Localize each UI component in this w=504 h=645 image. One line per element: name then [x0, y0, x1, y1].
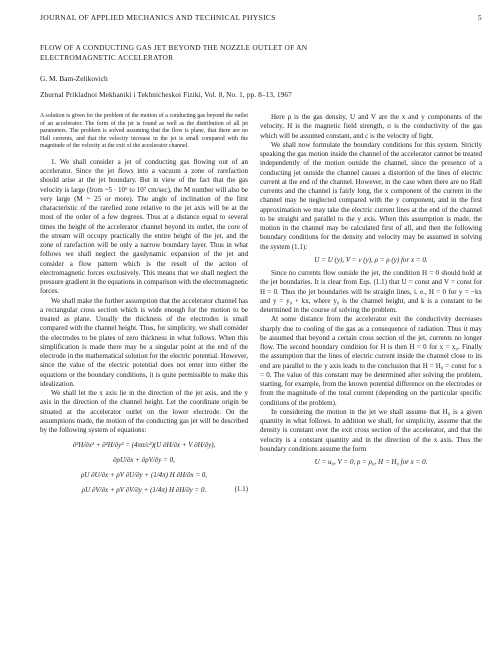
paragraph: Here ρ is the gas density, U and V are the x and y components of the velocity, H is the magnetic field strength, σ is the conductivity of the gas which will be assumed constant, and c is the velocity of light.	[260, 113, 482, 140]
equation: ∂²H/∂x² + ∂²H/∂y² = (4πσ/c²)(U ∂H/∂x + V ∂H/∂y),	[72, 441, 216, 450]
left-column	[40, 113, 248, 498]
equation: ρU ∂U/∂x + ρV ∂U/∂y + (1/4π) H ∂H/∂x = 0,	[80, 471, 208, 480]
equation: U = u₀, V = 0, ρ = ρ₀, H = H₀ for x = 0.	[314, 458, 428, 466]
article-author: G. M. Bam-Zelikovich	[40, 74, 108, 83]
paragraph: 1. We shall consider a jet of conducting gas flowing out of an accelerator. Since the jet flows into a vacuum a zone of rarefaction should arise at the jet boundary. But in view of the fact that the gas velocity is large (from ~5 · 10⁶ to 10⁷ cm/sec), the M number will also be very large (M ~ 25 or more). The angle of inclination of the first characteristic of the rarefied zone relative to the jet axis will be at the most of the order of a few degrees. Thus at a distance equal to several times the height of the accelerator channel beyond its outlet, the core of the stream will occupy practically the entire height of the jet, and the zone of rarefaction will be only a narrow boundary layer. Thus in what follows we shall neglect the gasdynamic expansion of the jet and consider a flow pattern which is the result of the action of electromagnetic forces exclusively. This means that we shall neglect the pressure gradient in the equations in comparison with the electromagnetic forces.	[40, 157, 249, 296]
paragraph: We shall let the x axis lie in the direction of the jet axis, and the y axis in the direction of the channel height. Let the coordinate origin be situated at the accelerator outlet on the lower electrode. On the assumptions made, the motion of the conducting gas jet will be described by the following system of equations:	[40, 389, 248, 435]
article-source: Zhurnal Prikladnoi Mekhaniki i Tekhnicheskoi Fiziki, Vol. 8, No. 1, pp. 8–13, 1967	[40, 90, 292, 99]
paragraph: We shall now formulate the boundary conditions for this system. Strictly speaking the gas motion inside the channel of the accelerator cannot be treated independently of the motion outside the channel, since the presence of a conducting jet outside the channel causes a distortion of the lines of electric current at the end of the channel. However, in the case when there are no Hall currents and the channel is fairly long, the x component of the current in the channel may be neglected compared with the y component, and in the first approximation we may take the electric current lines at the end of the channel to be straight and parallel to the y axis. When this assumption is made, the motion in the channel may be calculated first of all, and then the following boundary conditions for the density and velocity may be assumed in solving the system (1.1):	[260, 140, 482, 251]
page-number: 5	[477, 13, 482, 22]
abstract: A solution is given for the problem of the motion of a conducting gas beyond the outlet of an accelerator. The form of the jet is found as well as the distribution of all jet parameters. The problem is solved assuming that the flow is plane, that there are no Hall currents, and that the velocity increase in the jet is small compared with the magnitude of the velocity at the exit of the accelerator channel.	[40, 113, 248, 150]
article-title: FLOW OF A CONDUCTING GAS JET BEYOND THE NOZZLE OUTLET OF AN ELECTROMAGNETIC ACCELERATOR	[40, 43, 308, 62]
paragraph: In considering the motion in the jet we shall assume that H₀ is a given quantity in what follows. In addition we shall, for simplicity, assume that the density is constant over the exit cross section of the accelerator, and that the velocity is a constant quantity and in the direction of the x axis. Thus the boundary conditions assume the form	[260, 407, 482, 453]
paragraph: We shall make the further assumption that the accelerator channel has a rectangular cross section which is wide enough for the motion to be treated as plane. Usually the thickness of the electrodes is small compared with the channel height. Thus, for simplicity, we shall consider the electrodes to be plates of zero thickness in what follows. When this simplification is made there may be a singular point at the end of the electrode in the mathematical solution for the electric potential. However, since the value of the electric potential does not enter into either the equations or the boundary conditions, it is quite permissible to make this idealization.	[40, 296, 248, 388]
paragraph: At some distance from the accelerator exit the conductivity decreases sharply due to cooling of the gas as a consequence of radiation. Thus it may be assumed that beyond a certain cross section of the jet, currents no longer flow. The second boundary condition for H is then H = 0 for x = x₀. Finally the assumption that the lines of electric current inside the channel close to its end are parallel to the y axis leads to the conclusion that H = H₀ = const for x = 0. The value of this constant may be determined after solving the problem, starting, for example, from the known potential difference on the electrodes or from the magnitude of the total current (depending on the particular specific conditions of the problem).	[260, 315, 482, 407]
right-column	[260, 113, 482, 471]
equation: U = U (y), V = v (y), ρ = ρ (y) for x = 0.	[314, 255, 428, 264]
journal-name: JOURNAL OF APPLIED MECHANICS AND TECHNICAL PHYSICS	[40, 13, 276, 22]
running-header	[40, 13, 482, 25]
paragraph: Since no currents flow outside the jet, the condition H = 0 should hold at the jet boundaries. It is clear from Eqs. (1.1) that U = const and V = const for H = 0. Thus the jet boundaries will be straight lines, i. e., H = 0 for y = −kx and y = y₀ + kx, where y₀ is the channel height, and k is a constant to be determined in the course of solving the problem.	[260, 269, 482, 314]
equation: ρU ∂V/∂x + ρV ∂V/∂y + (1/4π) H ∂H/∂y = 0.	[81, 486, 207, 495]
equation: ∂ρU/∂x + ∂ρV/∂y = 0,	[113, 456, 175, 465]
equation-system	[40, 438, 248, 498]
equation-number: (1.1)	[234, 485, 248, 494]
